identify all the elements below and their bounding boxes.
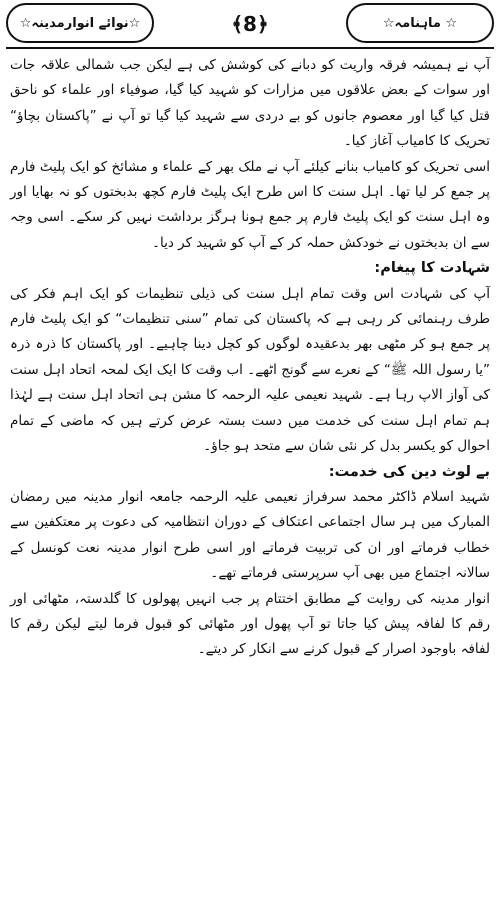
paragraph-3: آپ کی شہادت اس وقت تمام اہل سنت کی ذیلی تنظیمات کو ایک اہم فکر کی طرف رہنمائی کر رہی ہے کہ پاکستان کی تمام ”سنی تنظیمات“ کو ایک پلیٹ فارم پر جمع ہو کر مٹھی بھر بدعقیدہ لوگوں کو کچل دینا چاہیے۔ اور پاکستان کا ذرہ ذرہ ”یا رسول اللہ ﷺ“ کے نعرے سے گونج اٹھے۔ اب وقت کا ایک ایک لمحہ اتحاد اہل سنت کی آواز الاپ رہا ہے۔ شہید نعیمی علیہ الرحمہ کا مشن ہی اتحاد اہل سنت ہے لہٰذا ہم تمام اہل سنت کی خدمت میں دست بستہ عرض کرتے ہیں کہ ماضی کے تمام احوال کو یکسر بدل کر نئی شان سے متحد ہو جاؤ۔ [10,285,490,455]
section-heading-martyrdom-message: شہادت کا پیغام: [374,260,490,277]
paragraph-5: انوار مدینہ کی روایت کے مطابق اختتام پر جب انہیں پھولوں کا گلدستہ، مٹھائی اور رقم کا لفافہ پیش کیا جاتا تو آپ پھول اور مٹھائی کو قبول فرما لیتے لیکن رقم کا لفافہ باوجود اصرار کے قبول کرنے سے انکار کر دیتے۔ [10,590,490,658]
page-number: ﴾8﴿ [231,12,269,36]
section-heading-selfless-service: بے لوث دین کی خدمت: [328,463,490,480]
monthly-label-badge: ☆ ماہنامہ☆ [346,3,494,43]
paragraph-4: شہید اسلام ڈاکٹر محمد سرفراز نعیمی علیہ الرحمہ جامعہ انوار مدینہ میں رمضان المبارک میں ہر سال اجتماعی اعتکاف کے دوران انتظامیہ کی دعوت پر معتکفین سے خطاب فرماتے اور ان کی تربیت فرماتے اور اسی طرح انوار مدینہ نعت کونسل کے سالانہ اجتماع میں بھی آپ سرپرستی فرماتے تھے۔ [10,488,490,582]
article-body [10,53,490,663]
paragraph-2: اسی تحریک کو کامیاب بنانے کیلئے آپ نے ملک بھر کے علماء و مشائخ کو ایک پلیٹ فارم پر جمع کر لیا تھا۔ اہل سنت کا اس طرح ایک پلیٹ فارم کچھ بدبختوں کو نہ بھایا اور وہ اہل سنت کو ایک پلیٹ فارم پر جمع ہونا ہرگز برداشت نہیں کر سکے۔ اسی وجہ سے ان بدبختوں نے خودکش حملہ کر کے آپ کو شہید کر دیا۔ [10,158,490,251]
page-header [0,0,500,55]
paragraph-1: آپ نے ہمیشہ فرقہ واریت کو دبانے کی کوشش کی ہے لیکن جب شمالی علاقہ جات اور سوات کے بعض علاقوں میں مزارات کو شہید کیا گیا، صوفیاء اور علماء کو ناحق قتل کیا گیا اور معصوم جانوں کو بے دردی سے شہید کیا گیا تو آپ نے ”پاکستان بچاؤ“ تحریک کا کامیاب آغاز کیا۔ [10,57,490,150]
header-divider [6,47,494,49]
magazine-name-badge: ☆نوائے انوارمدینہ☆ [6,3,154,43]
